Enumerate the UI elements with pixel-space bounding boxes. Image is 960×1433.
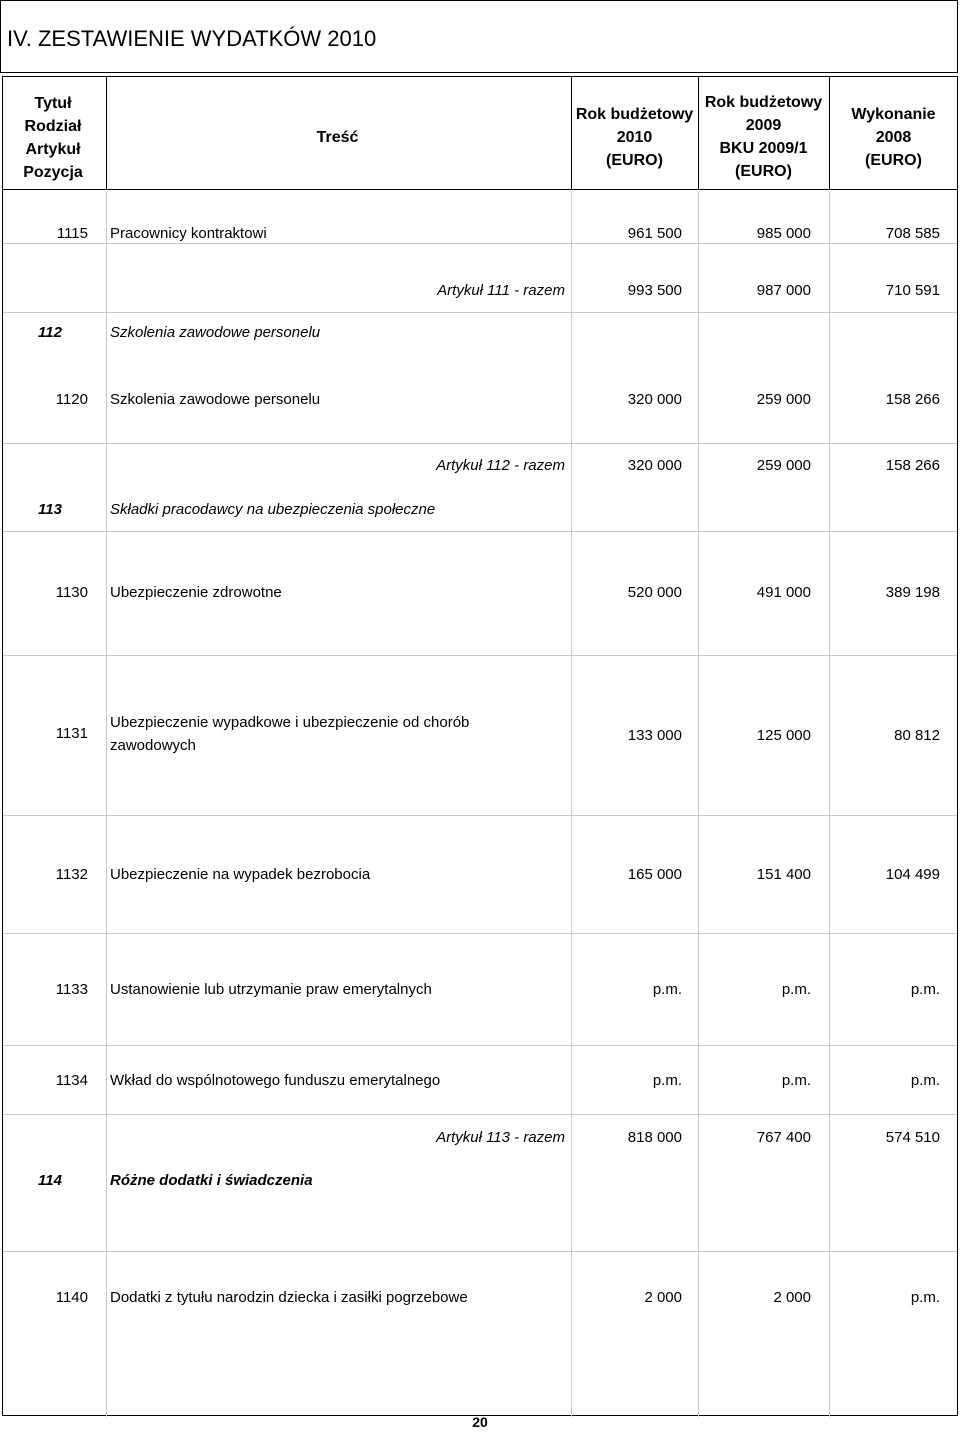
row-rule [3,1045,957,1046]
chapter-code: 114 [38,1172,62,1189]
row-rule [3,1114,957,1115]
value-2009: p.m. [781,981,811,998]
value-2008: 158 266 [885,457,940,474]
document-title: IV. ZESTAWIENIE WYDATKÓW 2010 [7,26,377,51]
value-2008: 80 812 [894,727,940,744]
row-label-line: Ubezpieczenie wypadkowe i ubezpieczenie od chorób [110,714,470,731]
header-line: 2009 [745,117,782,134]
value-2010: 165 000 [627,866,682,883]
value-2009: 2 000 [773,1289,811,1306]
header-line: Pozycja [23,164,83,181]
value-2009: 259 000 [756,391,811,408]
value-2008: p.m. [910,981,940,998]
header-line: 2008 [875,129,912,146]
row-code: 1132 [55,866,88,883]
value-2010: p.m. [652,981,682,998]
row-code: 1140 [55,1289,88,1306]
value-2009: 491 000 [756,584,811,601]
chapter-code: 113 [38,501,62,518]
value-2008: p.m. [910,1072,940,1089]
column-divider [829,189,830,1417]
value-2008: 708 585 [885,225,940,242]
value-2010: 2 000 [644,1289,682,1306]
row-label: Ustanowienie lub utrzymanie praw emerytalnych [110,981,432,998]
header-line: Wykonanie [851,106,936,123]
row-rule [3,443,957,444]
chapter-label: Szkolenia zawodowe personelu [110,324,321,341]
title-box [0,0,958,73]
row-label: Wkład do wspólnotowego funduszu emerytalnego [110,1072,441,1089]
row-label: Ubezpieczenie na wypadek bezrobocia [110,866,371,883]
row-rule [3,531,957,532]
value-2009: 125 000 [756,727,811,744]
value-2008: 389 198 [885,584,940,601]
header-line: Rok budżetowy [704,94,823,111]
value-2010: 520 000 [627,584,682,601]
value-2008: 158 266 [885,391,940,408]
header-line: (EURO) [735,163,792,180]
row-rule [3,933,957,934]
subtotal-label: Artykuł 112 - razem [436,457,565,474]
header-line: Rok budżetowy [575,106,694,123]
row-label-line: zawodowych [110,737,196,754]
value-2009: 259 000 [756,457,811,474]
value-2010: 320 000 [627,457,682,474]
page-number: 20 [472,1414,488,1430]
header-line: Artykuł [25,141,81,158]
header-content-column [105,126,570,149]
value-2010: 961 500 [627,225,682,242]
header-line: Treść [316,129,359,146]
row-code: 1134 [55,1072,88,1089]
header-line: Rodział [24,118,82,135]
chapter-label: Różne dodatki i świadczenia [110,1172,313,1189]
subtotal-label: Artykuł 113 - razem [436,1129,565,1146]
row-rule [3,815,957,816]
header-line: (EURO) [606,152,663,169]
value-2010: 818 000 [627,1129,682,1146]
header-line: (EURO) [865,152,922,169]
row-rule [3,1251,957,1252]
row-label: Ubezpieczenie zdrowotne [110,584,282,601]
header-2010-column [571,103,698,172]
row-code: 1115 [56,225,88,242]
row-code: 1131 [55,725,88,742]
value-2009: 985 000 [756,225,811,242]
value-2010: 993 500 [627,282,682,299]
header-line: 2010 [616,129,653,146]
value-2008: 710 591 [885,282,940,299]
column-divider [571,189,572,1417]
value-2009: 151 400 [756,866,811,883]
row-label: Pracownicy kontraktowi [110,225,267,242]
value-2008: 574 510 [885,1129,940,1146]
row-label: Dodatki z tytułu narodzin dziecka i zasiłki pogrzebowe [110,1289,468,1306]
row-code: 1120 [55,391,88,408]
column-divider [698,189,699,1417]
row-label: Szkolenia zawodowe personelu [110,391,321,408]
column-divider [106,189,107,1417]
row-code: 1130 [55,584,88,601]
header-bottom-rule [3,189,957,190]
row-code: 1133 [55,981,88,998]
row-rule [3,655,957,656]
value-2008: 104 499 [885,866,940,883]
row-rule [3,312,957,313]
value-2008: p.m. [910,1289,940,1306]
value-2009: p.m. [781,1072,811,1089]
value-2010: 133 000 [627,727,682,744]
value-2010: p.m. [652,1072,682,1089]
subtotal-label: Artykuł 111 - razem [437,282,565,299]
value-2009: 767 400 [756,1129,811,1146]
header-line: BKU 2009/1 [719,140,808,157]
chapter-code: 112 [38,324,62,341]
header-code-column [2,92,104,184]
header-2009-column [698,91,829,183]
value-2009: 987 000 [756,282,811,299]
chapter-label: Składki pracodawcy na ubezpieczenia społeczne [110,501,436,518]
header-2008-column [829,103,958,172]
value-2010: 320 000 [627,391,682,408]
header-line: Tytuł [34,95,72,112]
